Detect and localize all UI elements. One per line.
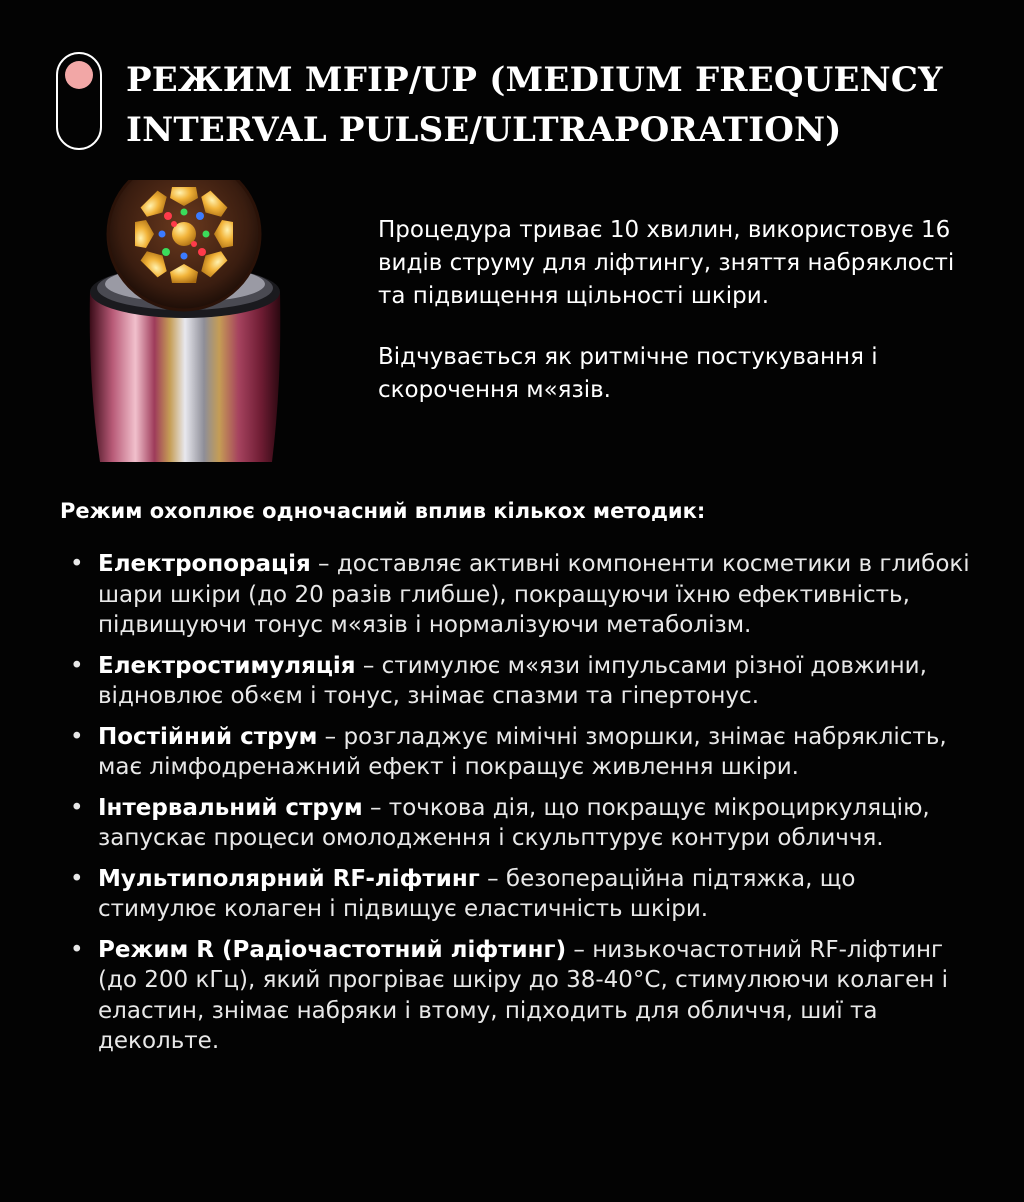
method-term: Режим R (Радіочастотний ліфтинг)	[98, 936, 567, 963]
device-image	[88, 180, 282, 462]
list-item	[70, 651, 975, 712]
method-description: – стимулює м«язи імпульсами різної довжини, відновлює об«єм і тонус, знімає спазми та гіпертонус.	[98, 652, 927, 709]
list-item	[70, 722, 975, 783]
method-description: – точкова дія, що покращує мікроциркуляцію, запускає процеси омолодження і скульптурує контури обличчя.	[98, 794, 930, 851]
bullet: •	[70, 652, 84, 679]
bullet: •	[70, 794, 84, 821]
bullet: •	[70, 551, 84, 577]
page-title: РЕЖИМ MFIP/UP (MEDIUM FREQUENCY INTERVAL PULSE/ULTRAPORATION)	[126, 60, 943, 150]
method-term: Електростимуляція	[98, 652, 356, 679]
method-description: – безопераційна підтяжка, що стимулює колаген і підвищує еластичність шкіри.	[98, 865, 856, 922]
method-description: – доставляє активні компоненти косметики в глибокі шари шкіри (до 20 разів глибше), покращуючи їхню ефективність, підвищуючи тонус м«язів і нормалізуючи метаболізм.	[98, 551, 970, 638]
bullet: •	[70, 865, 84, 892]
methods-list	[70, 549, 975, 1067]
list-item	[70, 864, 975, 925]
method-term: Мультиполярний RF-ліфтинг	[98, 865, 480, 892]
methods-heading: Режим охоплює одночасний вплив кількох методик:	[60, 499, 706, 523]
method-term: Електропорація	[98, 551, 311, 577]
list-item	[70, 793, 975, 854]
title-marker	[56, 52, 102, 150]
bullet: •	[70, 723, 84, 750]
intro-paragraph: Відчувається як ритмічне постукування і скорочення м«язів.	[378, 344, 878, 403]
intro-text	[378, 214, 978, 435]
list-item	[70, 549, 975, 641]
intro-paragraph: Процедура триває 10 хвилин, використовує 16 видів струму для ліфтингу, зняття набряклості та підвищення щільності шкіри.	[378, 217, 955, 309]
method-description: – низькочастотний RF-ліфтинг (до 200 кГц), який прогріває шкіру до 38-40°C, стимулюючи колаген і еластин, знімає набряки і втому, підходить для обличчя, шиї та декольте.	[98, 936, 949, 1054]
method-term: Інтервальний струм	[98, 794, 363, 821]
list-item	[70, 935, 975, 1057]
method-term: Постійний струм	[98, 723, 318, 750]
bullet: •	[70, 936, 84, 963]
title-marker-dot	[65, 61, 93, 89]
method-description: – розгладжує мімічні зморшки, знімає набряклість, має лімфодренажний ефект і покращує живлення шкіри.	[98, 723, 947, 780]
